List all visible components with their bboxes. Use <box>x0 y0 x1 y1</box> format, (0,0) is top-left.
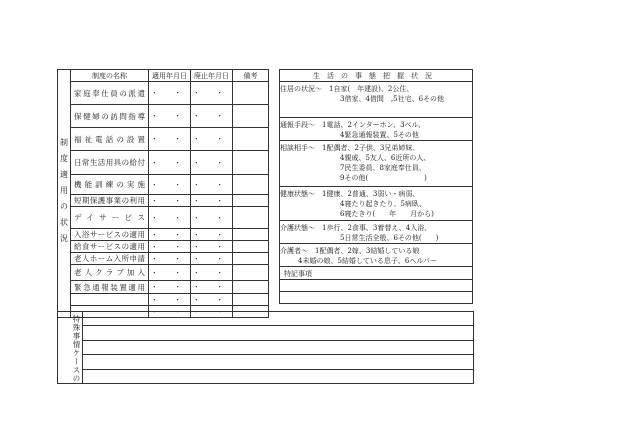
system-name-cell: 福祉電話の設置 <box>71 128 149 151</box>
health-label: 健康状態〜 <box>280 190 315 198</box>
special-notes-field[interactable] <box>280 292 473 304</box>
applied-date-field[interactable]: ・ ・ <box>149 265 191 281</box>
system-name-cell <box>71 294 149 306</box>
applied-date-field[interactable]: ・ ・ <box>149 294 191 306</box>
note-field[interactable] <box>233 128 269 151</box>
care-state-line-1 <box>280 223 472 233</box>
table-row <box>58 207 269 229</box>
abolished-date-field[interactable]: ・ ・ <box>191 82 233 105</box>
life-section-health <box>280 187 473 221</box>
applied-date-field[interactable]: ・ ・ <box>149 175 191 195</box>
header-note: 備考 <box>233 70 269 82</box>
abolished-date-field[interactable]: ・ ・ <box>191 253 233 265</box>
note-field[interactable] <box>233 105 269 128</box>
caregiver-field[interactable] <box>280 244 473 267</box>
notes-line <box>58 312 474 326</box>
comm-options-2: 4緊急通報装置、5その他 <box>340 131 419 139</box>
care-state-label: 介護状態〜 <box>280 224 315 232</box>
system-name-cell: 短期保護事業の利用 <box>71 195 149 207</box>
caregiver-options-2: 4未婚の娘、5結婚している息子、6ヘルパー <box>298 257 437 265</box>
life-table-header-row <box>280 70 473 82</box>
vertical-label-cell <box>58 70 71 318</box>
applied-date-field[interactable]: ・ ・ <box>149 281 191 294</box>
abolished-date-field[interactable]: ・ ・ <box>191 105 233 128</box>
abolished-date-field[interactable]: ・ ・ <box>191 195 233 207</box>
note-field[interactable] <box>233 294 269 306</box>
comm-options-1: 1電話、2インターホン、3ベル、 <box>322 121 425 129</box>
caregiver-label: 介護者〜 <box>280 247 308 255</box>
case-notes-field[interactable] <box>83 355 474 369</box>
note-field[interactable] <box>233 229 269 241</box>
notes-vertical-label-cell <box>58 312 83 384</box>
comm-line-1 <box>280 120 472 130</box>
life-table-header: 生活の事態把握状況 <box>280 70 473 82</box>
applied-date-field[interactable]: ・ ・ <box>149 151 191 175</box>
caregiver-line-1 <box>280 246 472 256</box>
housing-options-1: 1自家( 年建設)、2公住、 <box>329 85 414 93</box>
applied-date-field[interactable]: ・ ・ <box>149 241 191 253</box>
case-notes-field[interactable] <box>83 326 474 340</box>
life-section-housing <box>280 82 473 118</box>
special-notes-field[interactable] <box>280 280 473 292</box>
header-name: 制度の名称 <box>71 70 149 82</box>
case-notes-field[interactable] <box>83 369 474 383</box>
housing-options-2: 3借家、4借間 ,5社宅、6その他 <box>340 95 445 103</box>
header-abolished: 廃止年月日 <box>191 70 233 82</box>
system-name-cell: 入浴サービスの適用 <box>71 229 149 241</box>
care-state-options-1: 1歩行、2食事、3着替え、4入浴、 <box>322 224 432 232</box>
applied-date-field[interactable]: ・ ・ <box>149 195 191 207</box>
abolished-date-field[interactable]: ・ ・ <box>191 281 233 294</box>
applied-date-field[interactable]: ・ ・ <box>149 82 191 105</box>
note-field[interactable] <box>233 151 269 175</box>
note-field[interactable] <box>233 175 269 195</box>
system-name-cell: 老人ホーム入所申請 <box>71 253 149 265</box>
consult-label: 相談相手〜 <box>280 144 315 152</box>
care-state-field[interactable] <box>280 221 473 244</box>
consult-field[interactable] <box>280 141 473 187</box>
note-field[interactable] <box>233 253 269 265</box>
health-line-1 <box>280 189 472 199</box>
life-section-comm <box>280 118 473 141</box>
health-options-1: 1健康、2普通、3弱い・病弱、 <box>322 190 420 198</box>
system-name-cell: 老人クラブ加入 <box>71 265 149 281</box>
special-notes-label: 特記事項 <box>284 270 312 278</box>
system-name-cell: 保健婦の訪問指導 <box>71 105 149 128</box>
abolished-date-field[interactable]: ・ ・ <box>191 175 233 195</box>
caregiver-options-1: 1配偶者、2嫁、3結婚している娘 <box>315 247 420 255</box>
consult-options-1: 1配偶者、2子供、3兄弟姉妹、 <box>322 144 420 152</box>
notes-line <box>58 369 474 383</box>
applied-date-field[interactable]: ・ ・ <box>149 306 191 318</box>
comm-label: 通報手段〜 <box>280 121 315 129</box>
housing-line-1 <box>280 84 472 94</box>
note-field[interactable] <box>233 82 269 105</box>
applied-date-field[interactable]: ・ ・ <box>149 128 191 151</box>
table-row <box>58 128 269 151</box>
comm-field[interactable] <box>280 118 473 141</box>
abolished-date-field[interactable]: ・ ・ <box>191 306 233 318</box>
applied-date-field[interactable]: ・ ・ <box>149 207 191 229</box>
abolished-date-field[interactable]: ・ ・ <box>191 207 233 229</box>
system-name-cell: 機能訓練の実施 <box>71 175 149 195</box>
case-notes-field[interactable] <box>83 312 474 326</box>
note-field[interactable] <box>233 241 269 253</box>
system-vertical-label: 制度適用の状況 <box>59 137 69 250</box>
special-notes-line <box>280 292 473 304</box>
table-row <box>58 105 269 128</box>
consult-options-4: 9その他( ) <box>340 174 427 182</box>
special-notes-line <box>280 280 473 292</box>
system-name-cell: 日常生活用具の給付 <box>71 151 149 175</box>
system-application-table <box>57 69 269 318</box>
life-section-caregiver <box>280 244 473 267</box>
applied-date-field[interactable]: ・ ・ <box>149 253 191 265</box>
table-row <box>58 253 269 265</box>
abolished-date-field[interactable]: ・ ・ <box>191 229 233 241</box>
note-field[interactable] <box>233 207 269 229</box>
case-notes-table <box>57 311 474 384</box>
case-notes-field[interactable] <box>83 340 474 354</box>
note-field[interactable] <box>233 265 269 281</box>
table-row <box>58 82 269 105</box>
table-row <box>58 241 269 253</box>
health-field[interactable] <box>280 187 473 221</box>
abolished-date-field[interactable]: ・ ・ <box>191 294 233 306</box>
table-row <box>58 294 269 306</box>
note-field[interactable] <box>233 195 269 207</box>
applied-date-field[interactable]: ・ ・ <box>149 229 191 241</box>
life-situation-table <box>279 69 473 304</box>
notes-line <box>58 355 474 369</box>
consult-options-2: 4親戚、5友人、6近所の人、 <box>340 154 431 162</box>
notes-line <box>58 326 474 340</box>
life-section-consult <box>280 141 473 187</box>
life-section-care-state <box>280 221 473 244</box>
notes-line <box>58 340 474 354</box>
abolished-date-field[interactable]: ・ ・ <box>191 241 233 253</box>
header-applied: 適用年月日 <box>149 70 191 82</box>
system-name-cell: 緊急通報装置適用 <box>71 281 149 294</box>
abolished-date-field[interactable]: ・ ・ <box>191 265 233 281</box>
care-state-options-2: 5日常生活全般、6その他( ) <box>340 234 439 242</box>
notes-vertical-label: 特殊事情ケースの <box>72 315 81 383</box>
life-section-special <box>280 267 473 280</box>
table-row <box>58 281 269 294</box>
table-row <box>58 229 269 241</box>
system-name-cell: 給食サービスの適用 <box>71 241 149 253</box>
health-options-3: 6寝たきり( 年 月から) <box>340 210 434 218</box>
abolished-date-field[interactable]: ・ ・ <box>191 128 233 151</box>
table-row <box>58 265 269 281</box>
system-table-header-row <box>58 70 269 82</box>
consult-options-3: 7民生委員、8家庭奉仕員、 <box>340 164 426 172</box>
abolished-date-field[interactable]: ・ ・ <box>191 151 233 175</box>
note-field[interactable] <box>233 281 269 294</box>
special-label-cell <box>280 267 473 280</box>
system-name-cell: デイサービス <box>71 207 149 229</box>
consult-line-1 <box>280 143 472 153</box>
table-row <box>58 151 269 175</box>
housing-label: 住居の状況〜 <box>280 85 322 93</box>
table-row <box>58 195 269 207</box>
housing-field[interactable] <box>280 82 473 118</box>
table-row <box>58 175 269 195</box>
applied-date-field[interactable]: ・ ・ <box>149 105 191 128</box>
system-name-cell: 家庭奉仕員の派遣 <box>71 82 149 105</box>
health-options-2: 4寝たり起きたり、5病臥、 <box>340 200 426 208</box>
